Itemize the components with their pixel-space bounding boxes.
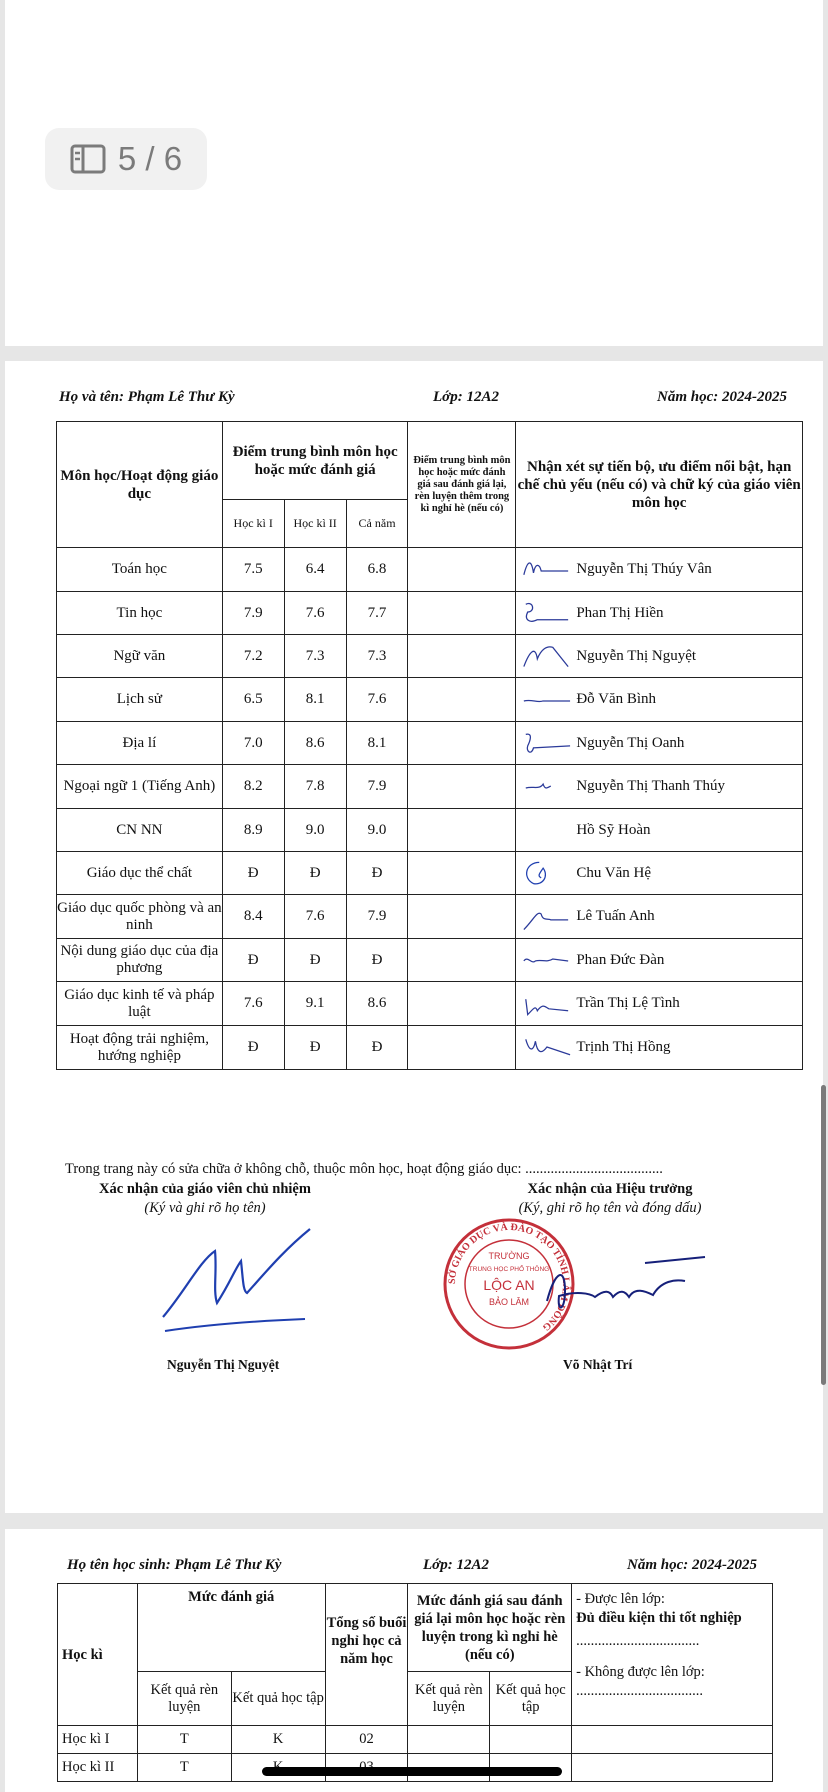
retest-cell (408, 809, 516, 852)
teacher-name: Nguyễn Thị Nguyệt (576, 647, 697, 664)
retest-cell (408, 722, 516, 765)
hk2-cell: 8.1 (284, 678, 346, 722)
hk1-cell: 6.5 (222, 678, 284, 722)
empty-cell (490, 1726, 572, 1754)
grade-row (57, 895, 803, 939)
subject-cell: Giáo dục kinh tế và pháp luật (57, 982, 223, 1026)
hk2-cell: 8.6 (284, 722, 346, 765)
subject-cell: CN NN (57, 809, 223, 852)
retest-cell (408, 548, 516, 592)
grades-table (56, 421, 803, 1070)
hk1-cell: 7.5 (222, 548, 284, 592)
teacher-signature (520, 989, 572, 1019)
teacher-signature (520, 685, 572, 715)
year-cell: 7.3 (346, 635, 408, 678)
hk1-cell: 8.4 (222, 895, 284, 939)
teacher-name: Phan Đức Đàn (576, 951, 665, 968)
hk2-cell: Đ (284, 939, 346, 982)
year-cell: Đ (346, 1026, 408, 1070)
stamp-line3: LỘC AN (483, 1277, 535, 1293)
year-cell: 7.9 (346, 895, 408, 939)
grade-row (57, 852, 803, 895)
teacher-cell (516, 765, 803, 809)
hk1-cell: 8.9 (222, 809, 284, 852)
teacher-signature (520, 1033, 572, 1063)
subject-cell: Giáo dục quốc phòng và an ninh (57, 895, 223, 939)
grade-row (57, 592, 803, 635)
teacher-cell (516, 939, 803, 982)
hk1-cell: 7.9 (222, 592, 284, 635)
principal-confirm-title: Xác nhận của Hiệu trưởng (527, 1181, 693, 1197)
hk1-cell: Đ (222, 939, 284, 982)
grade-row (57, 1026, 803, 1070)
principal-confirm-sub: (Ký, ghi rõ họ tên và đóng dấu) (518, 1200, 702, 1216)
grade-row (57, 548, 803, 592)
teacher-name: Hồ Sỹ Hoàn (576, 821, 651, 838)
teacher-signature (520, 772, 572, 802)
page-indicator-text: 5 / 6 (117, 140, 183, 177)
grade-row (57, 765, 803, 809)
teacher-cell (516, 809, 803, 852)
retest-cell (408, 895, 516, 939)
teacher-cell (516, 1026, 803, 1070)
hk2-cell: 7.6 (284, 895, 346, 939)
teacher-cell (516, 678, 803, 722)
class-label: Lớp: 12A2 (433, 389, 499, 405)
subject-header: Môn học/Hoạt động giáo dục (57, 422, 223, 548)
hk2-cell: 6.4 (284, 548, 346, 592)
teacher-signature (520, 902, 572, 932)
teacher-cell (516, 635, 803, 678)
year-cell: 9.0 (346, 809, 408, 852)
retest-cell (408, 592, 516, 635)
teacher-name: Nguyễn Thị Thanh Thúy (576, 778, 726, 794)
teacher-name: Nguyễn Thị Oanh (576, 734, 685, 751)
teacher-name: Nguyễn Thị Thúy Vân (576, 561, 712, 577)
summary-table (57, 1583, 773, 1782)
retest-header: Điểm trung bình môn học hoặc mức đánh giá sau đánh giá lại, rèn luyện thêm trong kì nghỉ hè (nếu có) (408, 422, 516, 548)
grade-row (57, 939, 803, 982)
stamp-line4: BẢO LÂM (488, 1297, 530, 1307)
hk1-cell: 7.0 (222, 722, 284, 765)
hk2-cell: 9.0 (284, 809, 346, 852)
hk2-cell: 7.8 (284, 765, 346, 809)
conduct-cell: T (137, 1726, 231, 1754)
empty-cell (572, 1754, 773, 1782)
teacher-cell (516, 722, 803, 765)
teacher-cell (516, 852, 803, 895)
document-page-6 (5, 1529, 823, 1792)
teacher-name: Trần Thị Lệ Tình (576, 995, 680, 1011)
teacher-name: Phan Thị Hiền (576, 604, 664, 621)
subject-cell: Ngoại ngữ 1 (Tiếng Anh) (57, 765, 223, 809)
grade-row (57, 678, 803, 722)
year-cell: Đ (346, 939, 408, 982)
teacher-signature (520, 555, 572, 585)
grade-row (57, 722, 803, 765)
teacher-signature (520, 728, 572, 758)
subject-cell: Địa lí (57, 722, 223, 765)
viewer-top-area (5, 0, 823, 346)
teacher-signature (520, 641, 572, 671)
hk1-cell: Đ (222, 852, 284, 895)
retest-cell (408, 635, 516, 678)
promote-dots: .................................. (576, 1633, 700, 1649)
hk1-cell: Đ (222, 1026, 284, 1070)
summary-row (58, 1726, 773, 1754)
retest-cell (408, 1026, 516, 1070)
sidebar-icon (70, 144, 106, 174)
stamp-outer-text: SỞ GIÁO DỤC VÀ ĐÀO TẠO TỈNH LÂM ĐỒNG (446, 1221, 572, 1333)
teacher-name: Chu Văn Hệ (576, 864, 652, 881)
grade-row (57, 635, 803, 678)
teacher-cell (516, 982, 803, 1026)
promote-value: Đủ điều kiện thi tốt nghiệp (576, 1610, 742, 1626)
retest-cell (408, 982, 516, 1026)
hk1-cell: 7.6 (222, 982, 284, 1026)
comment-header: Nhận xét sự tiến bộ, ưu điểm nổi bật, hạn chế chủ yếu (nếu có) và chữ ký của giáo viên môn học (516, 422, 803, 548)
subject-cell: Lịch sử (57, 678, 223, 722)
teacher-cell (516, 895, 803, 939)
year-cell: 7.6 (346, 678, 408, 722)
year-cell: 8.6 (346, 982, 408, 1026)
homeroom-teacher-name: Nguyễn Thị Nguyệt (167, 1357, 280, 1372)
homeroom-confirm-title: Xác nhận của giáo viên chủ nhiệm (99, 1181, 311, 1197)
study-header: Kết quả học tập (231, 1672, 325, 1726)
homeroom-signature (155, 1221, 315, 1341)
teacher-cell (516, 592, 803, 635)
hk2-header: Học kì II (284, 500, 346, 548)
year-cell: Đ (346, 852, 408, 895)
year-cell: 8.1 (346, 722, 408, 765)
conduct-cell: T (137, 1754, 231, 1782)
year-cell: 7.9 (346, 765, 408, 809)
correction-note: Trong trang này có sửa chữa ở không chỗ, thuộc môn học, hoạt động giáo dục: ...................................... (65, 1161, 663, 1177)
p2-class-label: Lớp: 12A2 (423, 1557, 489, 1573)
hk2-cell: 9.1 (284, 982, 346, 1026)
average-header: Điểm trung bình môn học hoặc mức đánh giá (222, 422, 408, 500)
empty-cell (572, 1726, 773, 1754)
subject-cell: Ngữ văn (57, 635, 223, 678)
retest-cell (408, 678, 516, 722)
not-promote-dots: ................................... (576, 1683, 703, 1699)
stamp-line1: TRƯỜNG (488, 1251, 530, 1261)
p2-school-year: Năm học: 2024-2025 (627, 1557, 757, 1573)
stamp-line2: TRUNG HỌC PHỔ THÔNG (468, 1266, 550, 1273)
hk1-cell: 7.2 (222, 635, 284, 678)
after-study-header: Kết quả học tập (490, 1672, 572, 1726)
empty-cell (408, 1726, 490, 1754)
p2-student-name: Họ tên học sinh: Phạm Lê Thư Kỳ (67, 1557, 282, 1573)
year-cell: 6.8 (346, 548, 408, 592)
teacher-name: Lê Tuấn Anh (576, 908, 655, 924)
teacher-name: Đỗ Văn Bình (576, 691, 657, 707)
grade-row (57, 982, 803, 1026)
hk2-cell: Đ (284, 852, 346, 895)
hk2-cell: 7.3 (284, 635, 346, 678)
retest-cell (408, 939, 516, 982)
teacher-signature (520, 598, 572, 628)
hk1-cell: 8.2 (222, 765, 284, 809)
term-cell: Học kì I (58, 1726, 138, 1754)
retest-cell (408, 765, 516, 809)
document-page-5 (5, 361, 823, 1513)
not-promote-label: - Không được lên lớp: (576, 1664, 705, 1680)
sessions-header: Tổng số buổi nghỉ học cả năm học (325, 1584, 408, 1726)
term-cell: Học kì II (58, 1754, 138, 1782)
retest-cell (408, 852, 516, 895)
subject-cell: Giáo dục thể chất (57, 852, 223, 895)
principal-name: Võ Nhật Trí (563, 1357, 633, 1372)
principal-signature (535, 1251, 715, 1331)
home-indicator[interactable] (262, 1767, 562, 1776)
school-year: Năm học: 2024-2025 (657, 389, 787, 405)
hk1-header: Học kì I (222, 500, 284, 548)
subject-cell: Hoạt động trải nghiệm, hướng nghiệp (57, 1026, 223, 1070)
teacher-cell (516, 548, 803, 592)
promotion-cell (572, 1584, 773, 1726)
teacher-signature (520, 858, 572, 888)
rating-header: Mức đánh giá (137, 1584, 325, 1672)
year-header: Cả năm (346, 500, 408, 548)
after-rating-header: Mức đánh giá sau đánh giá lại môn học hoặc rèn luyện trong kì nghỉ hè (nếu có) (408, 1584, 572, 1672)
student-name: Họ và tên: Phạm Lê Thư Kỳ (59, 389, 235, 405)
grade-row (57, 809, 803, 852)
conduct-header: Kết quả rèn luyện (137, 1672, 231, 1726)
subject-cell: Nội dung giáo dục của địa phương (57, 939, 223, 982)
promote-label: - Được lên lớp: (576, 1591, 665, 1607)
page-indicator[interactable] (45, 128, 207, 190)
teacher-name: Trịnh Thị Hồng (576, 1039, 671, 1055)
year-cell: 7.7 (346, 592, 408, 635)
hk2-cell: 7.6 (284, 592, 346, 635)
subject-cell: Toán học (57, 548, 223, 592)
hk2-cell: Đ (284, 1026, 346, 1070)
study-cell: K (231, 1726, 325, 1754)
subject-cell: Tin học (57, 592, 223, 635)
term-header: Học kì (58, 1584, 138, 1726)
after-conduct-header: Kết quả rèn luyện (408, 1672, 490, 1726)
teacher-signature (520, 945, 572, 975)
sessions-cell: 02 (325, 1726, 408, 1754)
homeroom-confirm-sub: (Ký và ghi rõ họ tên) (144, 1200, 266, 1216)
scrollbar[interactable] (821, 1085, 826, 1385)
